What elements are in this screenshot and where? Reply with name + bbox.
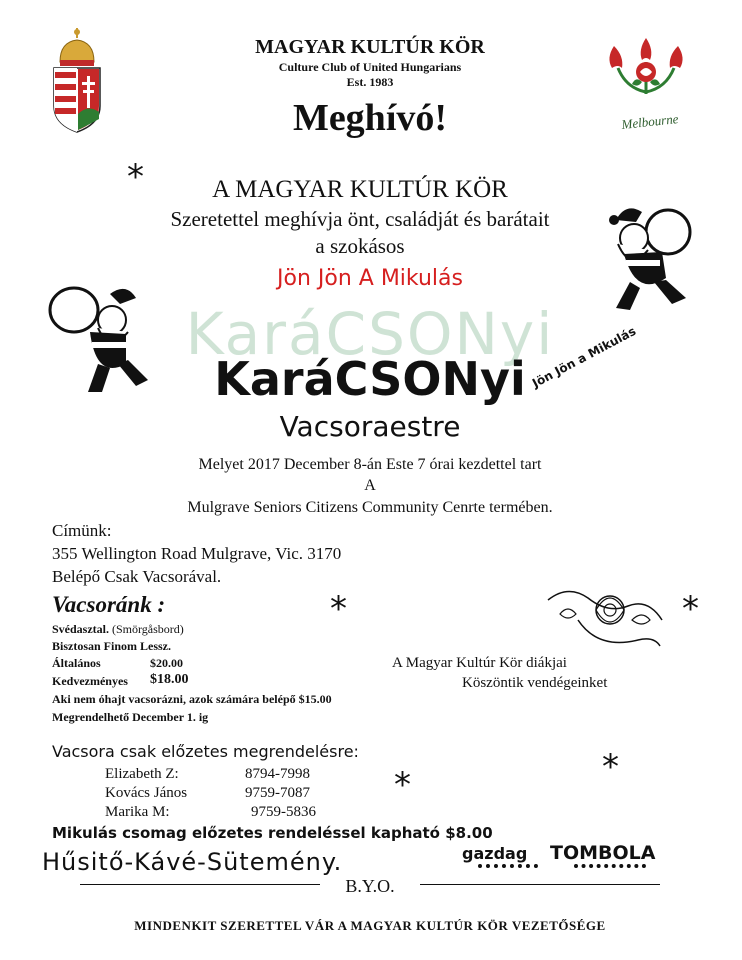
general-price-label: Általános bbox=[52, 656, 101, 670]
a-line: A bbox=[364, 477, 376, 494]
no-dinner-note: Aki nem óhajt vacsorázni, azok számára belépő $15.00 bbox=[52, 692, 332, 706]
order-deadline: Megrendelhető December 1. ig bbox=[52, 710, 209, 724]
star-icon: * bbox=[127, 157, 144, 197]
invitation-line-1: A MAGYAR KULTÚR KÖR bbox=[212, 176, 508, 203]
star-icon: * bbox=[602, 747, 619, 787]
dinner-heading: Vacsoránk : bbox=[52, 592, 166, 617]
invitation-line-2: Szeretettel meghívja önt, családját és barátait bbox=[170, 207, 550, 231]
star-icon: * bbox=[682, 589, 699, 629]
gazdag-text: gazdag bbox=[462, 844, 528, 863]
discount-price: $18.00 bbox=[150, 672, 189, 687]
date-line: Melyet 2017 December 8-án Este 7 órai kezdettel tart bbox=[198, 456, 542, 473]
contact-name: Marika M: bbox=[105, 804, 170, 820]
santa-claus-icon bbox=[596, 198, 696, 318]
contact-name: Kovács János bbox=[105, 785, 188, 801]
santa-claus-icon bbox=[40, 276, 150, 396]
watermark-text: KaráCSONyi bbox=[185, 300, 555, 368]
dinner-line-1 bbox=[52, 622, 184, 637]
contact-phone: 9759-5836 bbox=[251, 804, 316, 820]
red-title-line: Jön Jön A Mikulás bbox=[277, 266, 463, 291]
side-text: Jön Jön a Mikulás bbox=[530, 323, 639, 391]
dinner-line-2: Bisztosan Finom Lessz. bbox=[52, 639, 172, 653]
folk-tulip-logo-icon bbox=[596, 32, 696, 112]
gazdag-stars bbox=[478, 864, 538, 872]
students-line-2: Köszöntik vendégeinket bbox=[462, 675, 608, 691]
students-line-1: A Magyar Kultúr Kör diákjai bbox=[392, 655, 567, 671]
refreshments-text: Hűsitő-Kávé-Sütemény. bbox=[42, 848, 343, 876]
established: Est. 1983 bbox=[346, 75, 394, 89]
closing-text: MINDENKIT SZERETTEL VÁR A MAGYAR KULTÚR KÖR VEZETŐSÉGE bbox=[134, 918, 606, 933]
discount-price-label: Kedvezményes bbox=[52, 674, 128, 688]
address-street: 355 Wellington Road Mulgrave, Vic. 3170 bbox=[52, 544, 342, 563]
byo-text: B.Y.O. bbox=[345, 876, 395, 896]
event-title: KaráCSONyi bbox=[214, 352, 526, 406]
buffet-note: (Smörgåsbord) bbox=[112, 622, 184, 636]
footer-line-right bbox=[420, 884, 660, 885]
tombola-text: TOMBOLA bbox=[550, 842, 656, 864]
floral-ornament-icon bbox=[538, 580, 668, 652]
buffet-label: Svédasztal. bbox=[52, 622, 109, 636]
tombola-stars bbox=[574, 864, 646, 872]
booking-heading: Vacsora csak előzetes megrendelésre: bbox=[52, 742, 359, 761]
page-title: Meghívó! bbox=[292, 97, 448, 139]
org-subtitle: Culture Club of United Hungarians bbox=[278, 60, 462, 74]
santa-package-note: Mikulás csomag előzetes rendeléssel kapható $8.00 bbox=[52, 824, 493, 842]
star-icon: * bbox=[330, 589, 347, 629]
venue-line: Mulgrave Seniors Citizens Community Cenrte termében. bbox=[187, 499, 553, 516]
event-subtitle: Vacsoraestre bbox=[279, 410, 461, 443]
footer-line-left bbox=[80, 884, 320, 885]
hungarian-coat-of-arms-icon bbox=[50, 24, 105, 134]
address-label: Címünk: bbox=[52, 521, 112, 540]
invitation-line-3: a szokásos bbox=[315, 234, 405, 258]
contact-phone: 9759-7087 bbox=[245, 785, 310, 801]
general-price: $20.00 bbox=[150, 656, 183, 670]
entry-note: Belépő Csak Vacsorával. bbox=[52, 567, 222, 586]
org-name: MAGYAR KULTÚR KÖR bbox=[255, 36, 485, 58]
logo-text: Melbourne bbox=[620, 111, 680, 132]
contact-phone: 8794-7998 bbox=[245, 766, 310, 782]
star-icon: * bbox=[394, 765, 411, 805]
contact-name: Elizabeth Z: bbox=[105, 766, 179, 782]
